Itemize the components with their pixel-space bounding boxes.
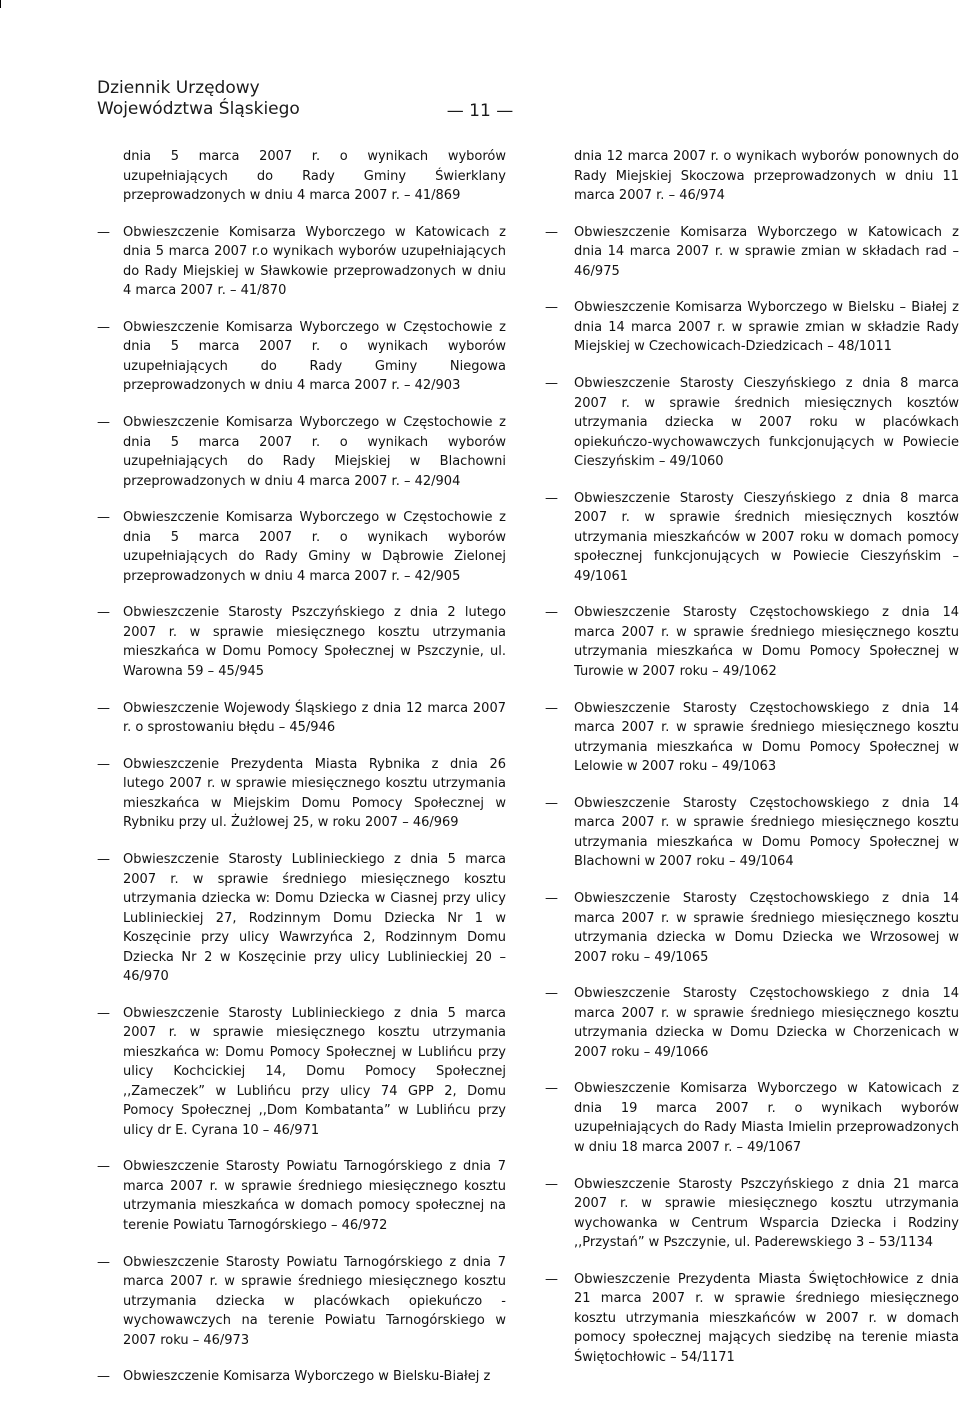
- entry-dash: —: [97, 756, 110, 772]
- entry-dash: —: [545, 376, 558, 392]
- index-entry: [545, 298, 959, 357]
- entry-text: Obwieszczenie Starosty Częstochowskiego z dnia 14 marca 2007 r. w sprawie średniego miesięcznego kosztu utrzymania mieszkańca w Domu Pomocy Społecznej w Lelowie w 2007 roku – 49/1063: [574, 700, 959, 775]
- index-entry: [97, 318, 506, 396]
- entry-text: Obwieszczenie Komisarza Wyborczego w Katowicach z dnia 14 marca 2007 r. w sprawie zmian w składach rad – 46/975: [574, 224, 959, 279]
- entry-text: Obwieszczenie Starosty Częstochowskiego z dnia 14 marca 2007 r. w sprawie średniego miesięcznego kosztu utrzymania mieszkańca w Domu Pomocy Społecznej w Turowie w 2007 roku – 49/1062: [574, 605, 959, 679]
- entry-dash: —: [545, 605, 558, 621]
- index-entry: [97, 1157, 506, 1235]
- entry-text: Obwieszczenie Komisarza Wyborczego w Częstochowie z dnia 5 marca 2007 r. o wynikach wyborów uzupełniających do Rady Gminy w Dąbrowie Zielonej przeprowadzonych w dniu 4 marca 2007 r. – 42/905: [123, 510, 506, 584]
- entry-text: Obwieszczenie Starosty Powiatu Tarnogórskiego z dnia 7 marca 2007 r. w sprawie średniego miesięcznego kosztu utrzymania mieszkańca w domach pomocy społecznej na terenie Powiatu Tarnogórskiego – 46/972: [123, 1159, 506, 1233]
- index-entry: [545, 147, 959, 206]
- index-entry: [97, 1367, 506, 1387]
- entry-dash: —: [545, 300, 558, 316]
- entry-text: Obwieszczenie Komisarza Wyborczego w Katowicach z dnia 19 marca 2007 r. o wynikach wyborów uzupełniających do Rady Miasta Imielin przeprowadzonych w dniu 18 marca 2007 r. – 49/1067: [574, 1081, 959, 1155]
- entry-dash: —: [97, 1159, 110, 1175]
- left-column: [97, 147, 506, 1404]
- entry-text: Obwieszczenie Komisarza Wyborczego w Częstochowie z dnia 5 marca 2007 r. o wynikach wyborów uzupełniających do Rady Miejskiej w Blachowni przeprowadzonych w dniu 4 marca 2007 r. – 42/904: [123, 415, 506, 489]
- page-number: — 11 —: [446, 101, 514, 121]
- entry-text: Obwieszczenie Starosty Lublinieckiego z dnia 5 marca 2007 r. w sprawie średniego miesięcznego kosztu utrzymania dziecka w: Domu Dziecka w Ciasnej przy ulicy Lublinieckiej 27, Rodzinnym Domu Dziecka Nr 1 w Koszęcinie przy ulicy Wawrzyńca 2, Rodzinnym Domu Dziecka Nr 2 w Koszęcinie przy ulicy Lublinieckiej 20 – 46/970: [123, 852, 506, 984]
- entry-dash: —: [545, 795, 558, 811]
- entry-dash: —: [545, 1271, 558, 1287]
- entry-text: Obwieszczenie Komisarza Wyborczego w Bielsku-Białej z: [123, 1369, 491, 1385]
- entry-text: Obwieszczenie Starosty Cieszyńskiego z dnia 8 marca 2007 r. w sprawie średnich miesięcznych kosztów utrzymania mieszkańców w 2007 roku w domach pomocy społecznej funkcjonujących w Powiecie Cieszyńskim – 49/1061: [574, 490, 959, 584]
- index-entry: [97, 755, 506, 833]
- entry-dash: —: [97, 319, 110, 335]
- entry-text: Obwieszczenie Starosty Częstochowskiego z dnia 14 marca 2007 r. w sprawie średniego miesięcznego kosztu utrzymania dziecka w Domu Dziecka w Chorzenicach w 2007 roku – 49/1066: [574, 986, 959, 1060]
- entry-dash: —: [545, 986, 558, 1002]
- entry-text: Obwieszczenie Komisarza Wyborczego w Częstochowie z dnia 5 marca 2007 r. o wynikach wyborów uzupełniających do Rady Gminy Niegowa przeprowadzonych w dniu 4 marca 2007 r. – 42/903: [123, 319, 506, 394]
- index-entry: [97, 1253, 506, 1351]
- index-entry: [545, 889, 959, 967]
- right-column: [545, 147, 959, 1384]
- page-corner-mark: [0, 0, 1, 8]
- entry-dash: —: [97, 1369, 110, 1385]
- entry-text: Obwieszczenie Komisarza Wyborczego w Katowicach z dnia 5 marca 2007 r.o wynikach wyborów uzupełniających do Rady Miejskiej w Sławkowie przeprowadzonych w dniu 4 marca 2007 r. – 41/870: [123, 224, 506, 299]
- entry-text: Obwieszczenie Starosty Cieszyńskiego z dnia 8 marca 2007 r. w sprawie średnich miesięcznych kosztów utrzymania dziecka w 2007 roku w placówkach opiekuńczo-wychowawczych funkcjonujących w Powiecie Cieszyńskim – 49/1060: [574, 376, 959, 470]
- entry-dash: —: [545, 700, 558, 716]
- index-entry: [97, 147, 506, 206]
- index-entry: [545, 489, 959, 587]
- index-entry: [545, 1175, 959, 1253]
- entry-text: Obwieszczenie Starosty Pszczyńskiego z dnia 21 marca 2007 r. w sprawie miesięcznego kosztu utrzymania wychowanka w Centrum Wsparcia Dziecka i Rodziny ,,Przystań” w Pszczynie, ul. Paderewskiego 3 – 53/1134: [574, 1176, 959, 1251]
- entry-dash: —: [545, 224, 558, 240]
- entry-dash: —: [97, 510, 110, 526]
- index-entry: [545, 223, 959, 282]
- entry-dash: —: [97, 415, 110, 431]
- index-entry: [97, 699, 506, 738]
- entry-text: Obwieszczenie Starosty Lublinieckiego z dnia 5 marca 2007 r. w sprawie miesięcznego kosztu utrzymania mieszkańca w: Domu Pomocy Społecznej w Lublińcu przy ulicy Kochcickiej 14, Domu Pomocy Społecznej ,,Zameczek” w Lublińcu przy ulicy 74 GPP 2, Domu Pomocy Społecznej ,,Dom Kombatanta” w Lublińcu przy ulicy dr E. Cyrana 10 – 46/971: [123, 1005, 506, 1138]
- entry-dash: —: [97, 700, 110, 716]
- index-entry: [545, 1270, 959, 1368]
- entry-text: dnia 5 marca 2007 r. o wynikach wyborów uzupełniających do Rady Gminy Świerklany przeprowadzonych w dniu 4 marca 2007 r. – 41/869: [123, 149, 506, 203]
- entry-text: Obwieszczenie Prezydenta Miasta Świętochłowice z dnia 21 marca 2007 r. w sprawie średniego miesięcznego kosztu utrzymania mieszkańców w 2007 r. w domach pomocy społecznej mających siedzibę na terenie miasta Świętochłowic – 54/1171: [574, 1271, 959, 1365]
- entry-dash: —: [545, 490, 558, 506]
- index-entry: [97, 508, 506, 586]
- entry-dash: —: [97, 224, 110, 240]
- entry-dash: —: [97, 1254, 110, 1270]
- entry-text: Obwieszczenie Komisarza Wyborczego w Bielsku – Białej z dnia 14 marca 2007 r. w sprawie zmian w składzie Rady Miejskiej w Czechowicach-Dziedzicach – 48/1011: [574, 300, 959, 355]
- entry-dash: —: [97, 852, 110, 867]
- journal-title-line2: Województwa Śląskiego: [97, 99, 300, 119]
- index-entry: [545, 984, 959, 1062]
- journal-title-line1: Dziennik Urzędowy: [97, 78, 260, 98]
- index-entry: [545, 374, 959, 472]
- entry-dash: —: [545, 1081, 558, 1097]
- index-entry: [545, 699, 959, 777]
- entry-text: Obwieszczenie Starosty Częstochowskiego z dnia 14 marca 2007 r. w sprawie średniego miesięcznego kosztu utrzymania dziecka w Domu Dziecka we Wrzosowej w 2007 roku – 49/1065: [574, 891, 959, 965]
- index-entry: [97, 413, 506, 491]
- index-entry: [97, 850, 506, 987]
- entry-text: Obwieszczenie Prezydenta Miasta Rybnika z dnia 26 lutego 2007 r. w sprawie miesięcznego kosztu utrzymania mieszkańca w Miejskim Domu Pomocy Społecznej w Rybniku przy ul. Żużlowej 25, w roku 2007 – 46/969: [123, 756, 506, 831]
- index-entry: [545, 603, 959, 681]
- entry-text: Obwieszczenie Starosty Częstochowskiego z dnia 14 marca 2007 r. w sprawie średniego miesięcznego kosztu utrzymania mieszkańca w Domu Pomocy Społecznej w Blachowni w 2007 roku – 49/1064: [574, 795, 959, 870]
- index-entry: [97, 223, 506, 301]
- entry-dash: —: [97, 1005, 110, 1021]
- index-entry: [545, 794, 959, 872]
- entry-text: Obwieszczenie Wojewody Śląskiego z dnia 12 marca 2007 r. o sprostowaniu błędu – 45/946: [123, 700, 506, 736]
- index-entry: [97, 1004, 506, 1141]
- entry-text: Obwieszczenie Starosty Pszczyńskiego z dnia 2 lutego 2007 r. w sprawie miesięcznego kosztu utrzymania mieszkańca w Domu Pomocy Społecznej w Pszczynie, ul. Warowna 59 – 45/945: [123, 605, 506, 679]
- entry-dash: —: [545, 891, 558, 906]
- index-entry: [97, 603, 506, 681]
- entry-dash: —: [545, 1176, 558, 1192]
- entry-dash: —: [97, 605, 110, 621]
- entry-text: Obwieszczenie Starosty Powiatu Tarnogórskiego z dnia 7 marca 2007 r. w sprawie średniego miesięcznego kosztu utrzymania dziecka w placówkach opiekuńczo - wychowawczych na terenie Powiatu Tarnogórskiego w 2007 roku – 46/973: [123, 1254, 506, 1348]
- entry-text: dnia 12 marca 2007 r. o wynikach wyborów ponownych do Rady Miejskiej Skoczowa przeprowadzonych w dniu 11 marca 2007 r. – 46/974: [574, 149, 959, 203]
- index-entry: [545, 1079, 959, 1157]
